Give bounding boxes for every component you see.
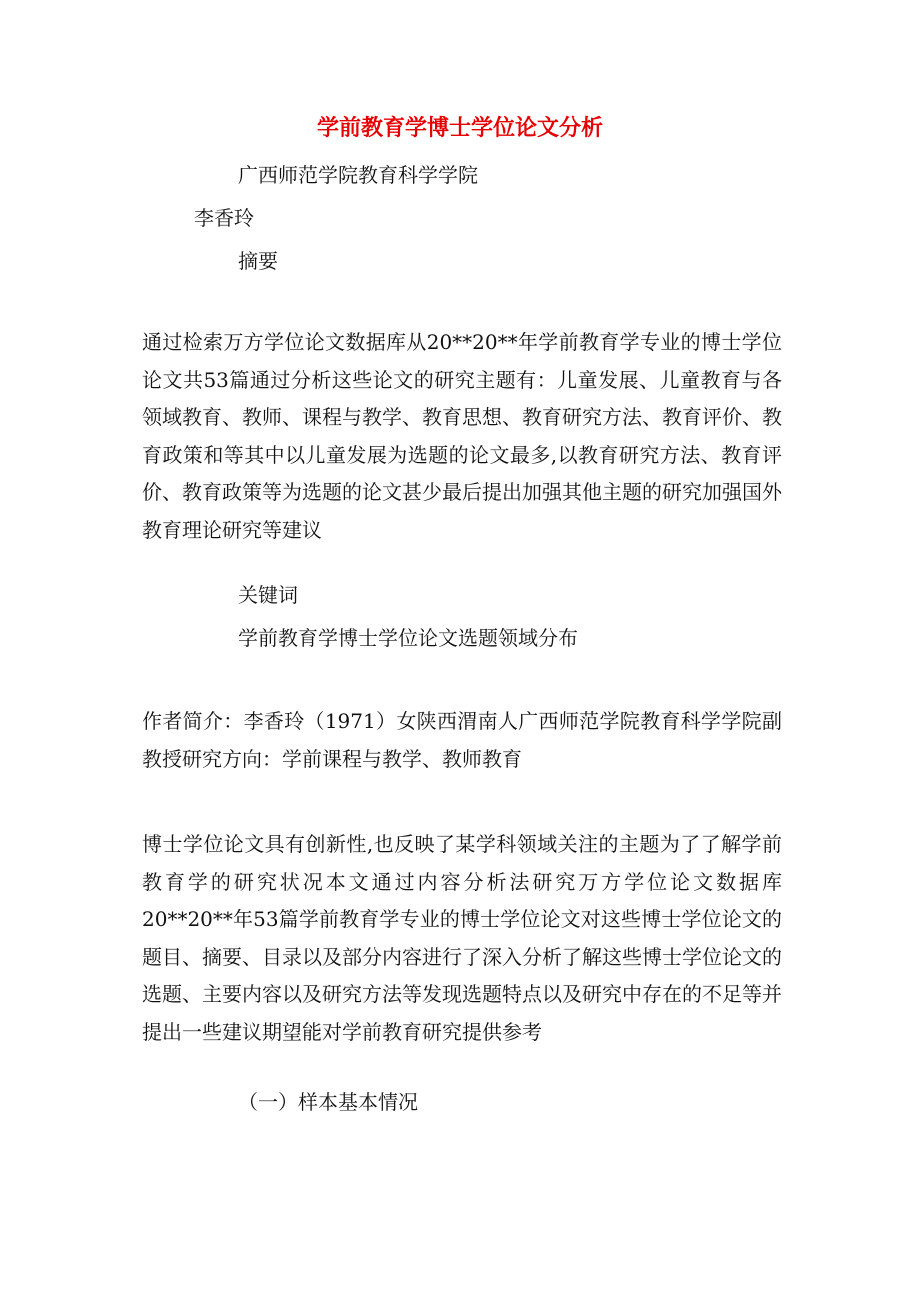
keywords-text: 学前教育学博士学位论文选题领域分布 — [238, 626, 578, 650]
abstract-paragraph: 通过检索万方学位论文数据库从20**20**年学前教育学专业的博士学位论文共53篇通过分析这些论文的研究主题有：儿童发展、儿童教育与各领域教育、教师、课程与教学、教育思想、教育研究方法、教育评价、教育政策和等其中以儿童发展为选题的论文最多,以教育研究方法、教育评价、教育政策等为选题的论文甚少最后提出加强其他主题的研究加强国外教育理论研究等建议 — [142, 330, 782, 542]
author-name: 李香玲 — [194, 206, 254, 230]
introduction-paragraph: 博士学位论文具有创新性,也反映了某学科领域关注的主题为了了解学前教育学的研究状况本文通过内容分析法研究万方学位论文数据库20**20**年53篇学前教育学专业的博士学位论文对这些博士学位论文的题目、摘要、目录以及部分内容进行了深入分析了解这些博士学位论文的选题、主要内容以及研究方法等发现选题特点以及研究中存在的不足等并提出一些建议期望能对学前教育研究提供参考 — [142, 832, 782, 1044]
keywords-heading: 关键词 — [238, 583, 298, 607]
author-bio-paragraph: 作者简介：李香玲（1971）女陕西渭南人广西师范学院教育科学学院副教授研究方向：学前课程与教学、教师教育 — [142, 709, 782, 771]
section-heading: （一）样本基本情况 — [238, 1090, 418, 1114]
author-affiliation: 广西师范学院教育科学学院 — [238, 163, 478, 187]
document-title: 学前教育学博士学位论文分析 — [316, 115, 603, 141]
abstract-heading: 摘要 — [238, 249, 278, 273]
